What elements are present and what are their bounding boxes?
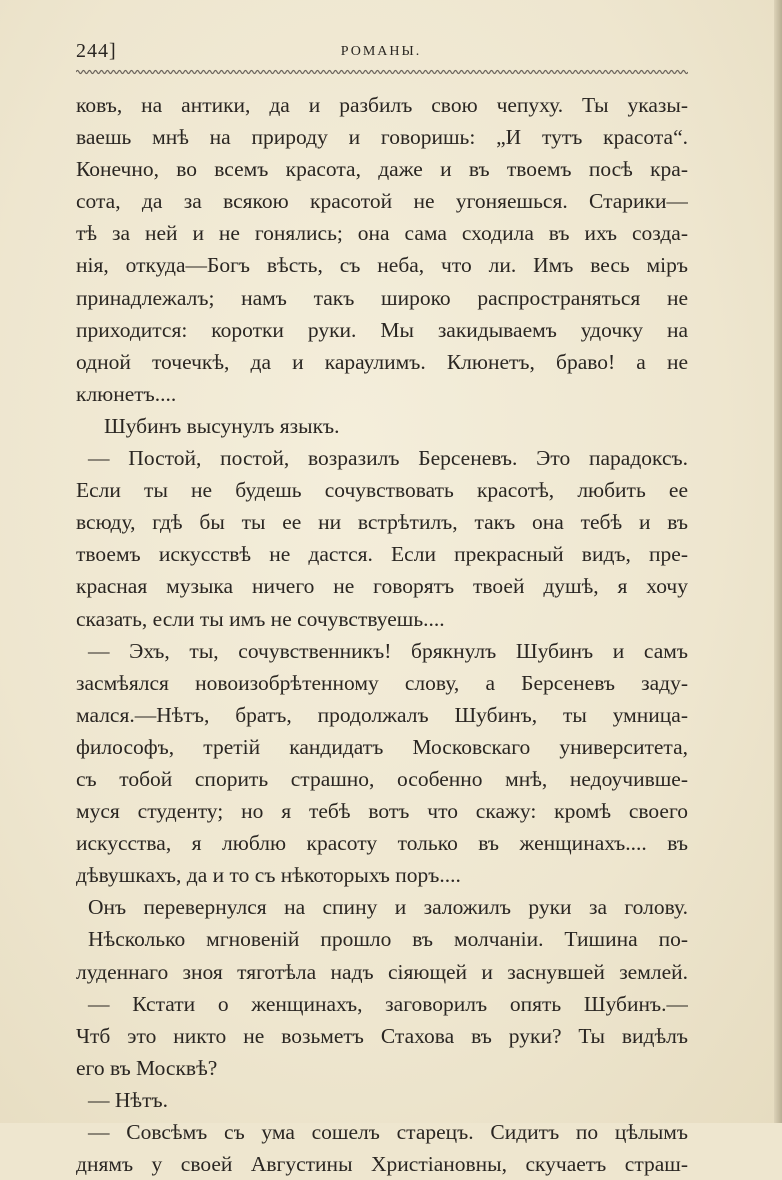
- body-text: [76, 89, 688, 1180]
- text-line: — Совсѣмъ съ ума сошелъ старецъ. Сидитъ по цѣлымъ: [88, 1120, 688, 1144]
- header-wavy-rule: [76, 68, 688, 76]
- text-line: Чтб это никто не возьметъ Стахова въ руки? Ты видѣлъ: [76, 1023, 688, 1048]
- text-line: твоемъ искусствѣ не дастся. Если прекрасный видъ, пре-: [76, 542, 688, 567]
- text-line: сказать, если ты имъ не сочувствуешь....: [76, 606, 445, 631]
- text-line: Шубинъ высунулъ языкъ.: [104, 413, 340, 438]
- text-line: сота, да за всякою красотой не угоняешься. Старики—: [76, 189, 688, 214]
- text-line: ваешь мнѣ на природу и говоришь: „И тутъ красота“.: [76, 125, 688, 150]
- text-line: всюду, гдѣ бы ты ее ни встрѣтилъ, такъ она тебѣ и въ: [76, 510, 688, 535]
- text-line: красная музыка ничего не говорятъ твоей душѣ, я хочу: [76, 574, 688, 599]
- text-line: днямъ у своей Августины Христіановны, скучаетъ страш-: [76, 1152, 688, 1177]
- text-line: — Эхъ, ты, сочувственникъ! брякнулъ Шубинъ и самъ: [88, 638, 688, 663]
- text-line: его въ Москвѣ?: [76, 1055, 218, 1080]
- text-line: нія, откуда—Богъ вѣсть, съ неба, что ли. Имъ весь міръ: [76, 253, 688, 278]
- text-line: — Постой, постой, возразилъ Берсеневъ. Это парадоксъ.: [88, 446, 688, 471]
- text-line: клюнетъ....: [76, 381, 177, 406]
- text-line: — Нѣтъ.: [88, 1087, 168, 1112]
- text-line: Конечно, во всемъ красота, даже и въ твоемъ посѣ кра-: [76, 157, 688, 182]
- text-line: — Кстати о женщинахъ, заговорилъ опять Шубинъ.—: [88, 991, 688, 1016]
- text-line: приходится: коротки руки. Мы закидываемъ удочку на: [76, 317, 688, 342]
- text-line: Онъ перевернулся на спину и заложилъ руки за голову.: [88, 895, 688, 920]
- text-line: ковъ, на антики, да и разбилъ свою чепуху. Ты указы-: [76, 93, 688, 117]
- running-head: [76, 40, 686, 70]
- text-line: муся студенту; но я тебѣ вотъ что скажу: кромѣ своего: [76, 799, 688, 824]
- text-line: Если ты не будешь сочувствовать красотѣ, любить ее: [76, 478, 688, 503]
- text-line: мался.—Нѣтъ, братъ, продолжалъ Шубинъ, ты умница-: [76, 702, 688, 727]
- text-line: искусства, я люблю красоту только въ женщинахъ.... въ: [76, 831, 688, 856]
- page-edge-shadow: [774, 0, 782, 1123]
- text-line: дѣвушкахъ, да и то съ нѣкоторыхъ поръ....: [76, 863, 461, 888]
- text-line: съ тобой спорить страшно, особенно мнѣ, недоучивше-: [76, 766, 688, 791]
- text-line: засмѣялся новоизобрѣтенному слову, а Берсеневъ заду-: [76, 670, 688, 695]
- text-line: принадлежалъ; намъ такъ широко распространяться не: [76, 285, 688, 310]
- page-number: 244]: [76, 40, 117, 62]
- text-line: философъ, третій кандидатъ Московскаго университета,: [76, 734, 688, 759]
- text-line: Нѣсколько мгновеній прошло въ молчаніи. Тишина по-: [88, 927, 688, 952]
- text-line: одной точечкѣ, да и караулимъ. Клюнетъ, браво! а не: [76, 349, 688, 374]
- running-title: РОМАНЫ.: [340, 44, 422, 59]
- text-line: тѣ за ней и не гонялись; она сама сходила въ ихъ созда-: [76, 221, 688, 246]
- text-line: луденнаго зноя тяготѣла надъ сіяющей и заснувшей землей.: [76, 959, 688, 984]
